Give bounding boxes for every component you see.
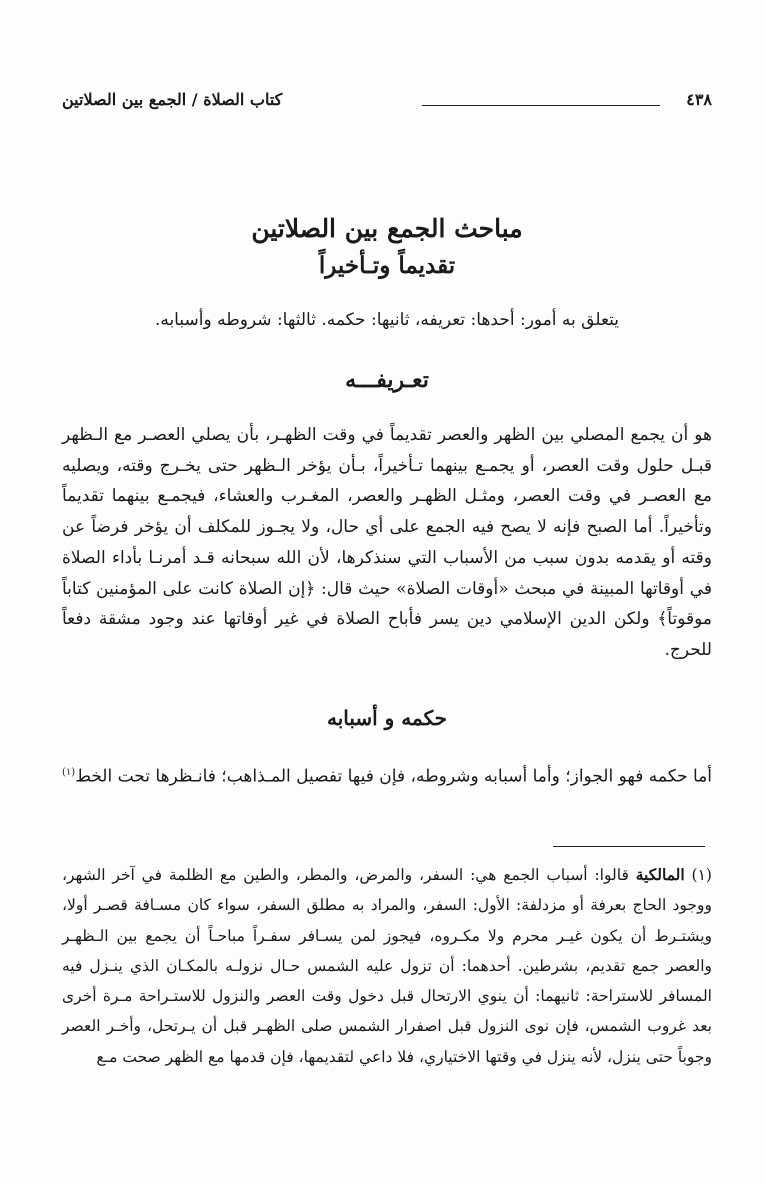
running-title: كتاب الصلاة / الجمع بين الصلاتين (62, 90, 283, 109)
footnote (62, 860, 712, 1072)
intro-paragraph: يتعلق به أمور: أحدها: تعريفه، ثانيها: حكمه. ثالثها: شروطه وأسبابه. (154, 310, 620, 330)
footnote-label: المالكية (635, 865, 685, 884)
chapter-title-block (62, 210, 712, 284)
page-number: ٤٣٨ (686, 90, 712, 109)
page-header (62, 86, 712, 116)
chapter-subtitle: تقديماً وتـأخيراً (318, 252, 456, 279)
chapter-title: مباحث الجمع بين الصلاتين (251, 214, 523, 243)
definition-heading: تعـريفـــه (345, 367, 429, 393)
footnote-marker: (١) (691, 866, 712, 884)
ruling-paragraph (62, 758, 712, 792)
footnote-text: قالوا: أسباب الجمع هي: السفر، والمرض، والمطر، والطين مع الظلمة في آخر الشهر، ووجود الحاج بعرفة أو مزدلفة: الأول: السفر، والمراد به مطلق السفر، سواء كان مسـافة قصـر أولا، ويشتـرط أن يكون غيـر محرم ولا مكـروه، فيجوز لمن يسـافر سفـراً مباحـاً أن يجمع بين الـظهـر والعصر جمع تقديم، بشرطين. أحدهما: أن تزول عليه الشمس حـال نزولـه بالمكـان الذي ينـزل فيه المسافر للاستراحة: ثانيهما: أن ينوي الارتحال قبل دخول وقت العصر والنزول للاستـراحة مـرة أخرى بعد غروب الشمس، فإن نوى النزول قبل اصفرار الشمس صلى الظهـر قبل أن يـرتحل، وأخـر العصر وجوباً حتى ينزل، لأنه ينزل في وقتها الاختياري، فلا داعي لتقديمها، فإن قدمها مع الظهر صحت مـع (62, 866, 712, 1066)
footnote-separator (553, 846, 705, 847)
ruling-text: أما حكمه فهو الجواز؛ وأما أسبابه وشروطه، فإن فيها تفصيل المـذاهب؛ فانـظرها تحت الخط (75, 766, 712, 787)
definition-paragraph: هو أن يجمع المصلي بين الظهر والعصر تقديماً في وقت الظهـر، بأن يصلي العصـر مع الـظهر قبـل حلول وقت العصر، أو يجمـع بينهما تـأخيراً، بـأن يؤخر الـظهر حتى يخـرج وقته، ويصليه مع العصـر في وقت العصر، ومثـل الظهـر والعصر، المغـرب والعشاء، فيجمـع بينهما تقديماً وتأخيراً. أما الصبح فإنه لا يصح فيه الجمع على أي حال، ولا يجـوز للمكلف أن يؤخر فرضاً عن وقته أو يقدمه بدون سبب من الأسباب التي سنذكرها، لأن الله سبحانه قـد أمرنـا بأداء الصلاة في أوقاتها المبينة في مبحث «أوقات الصلاة» حيث قال: ﴿إن الصلاة كانت على المؤمنين كتاباً موقوتاً﴾ ولكن الدين الإسلامي دين يسر فأباح الصلاة في غير أوقاتها عند وجود مشقة دفعاً للحرج. (62, 425, 712, 660)
ruling-heading: حكمه و أسبابه (326, 706, 447, 730)
footnote-reference: (١) (62, 767, 76, 778)
header-rule (422, 105, 660, 106)
